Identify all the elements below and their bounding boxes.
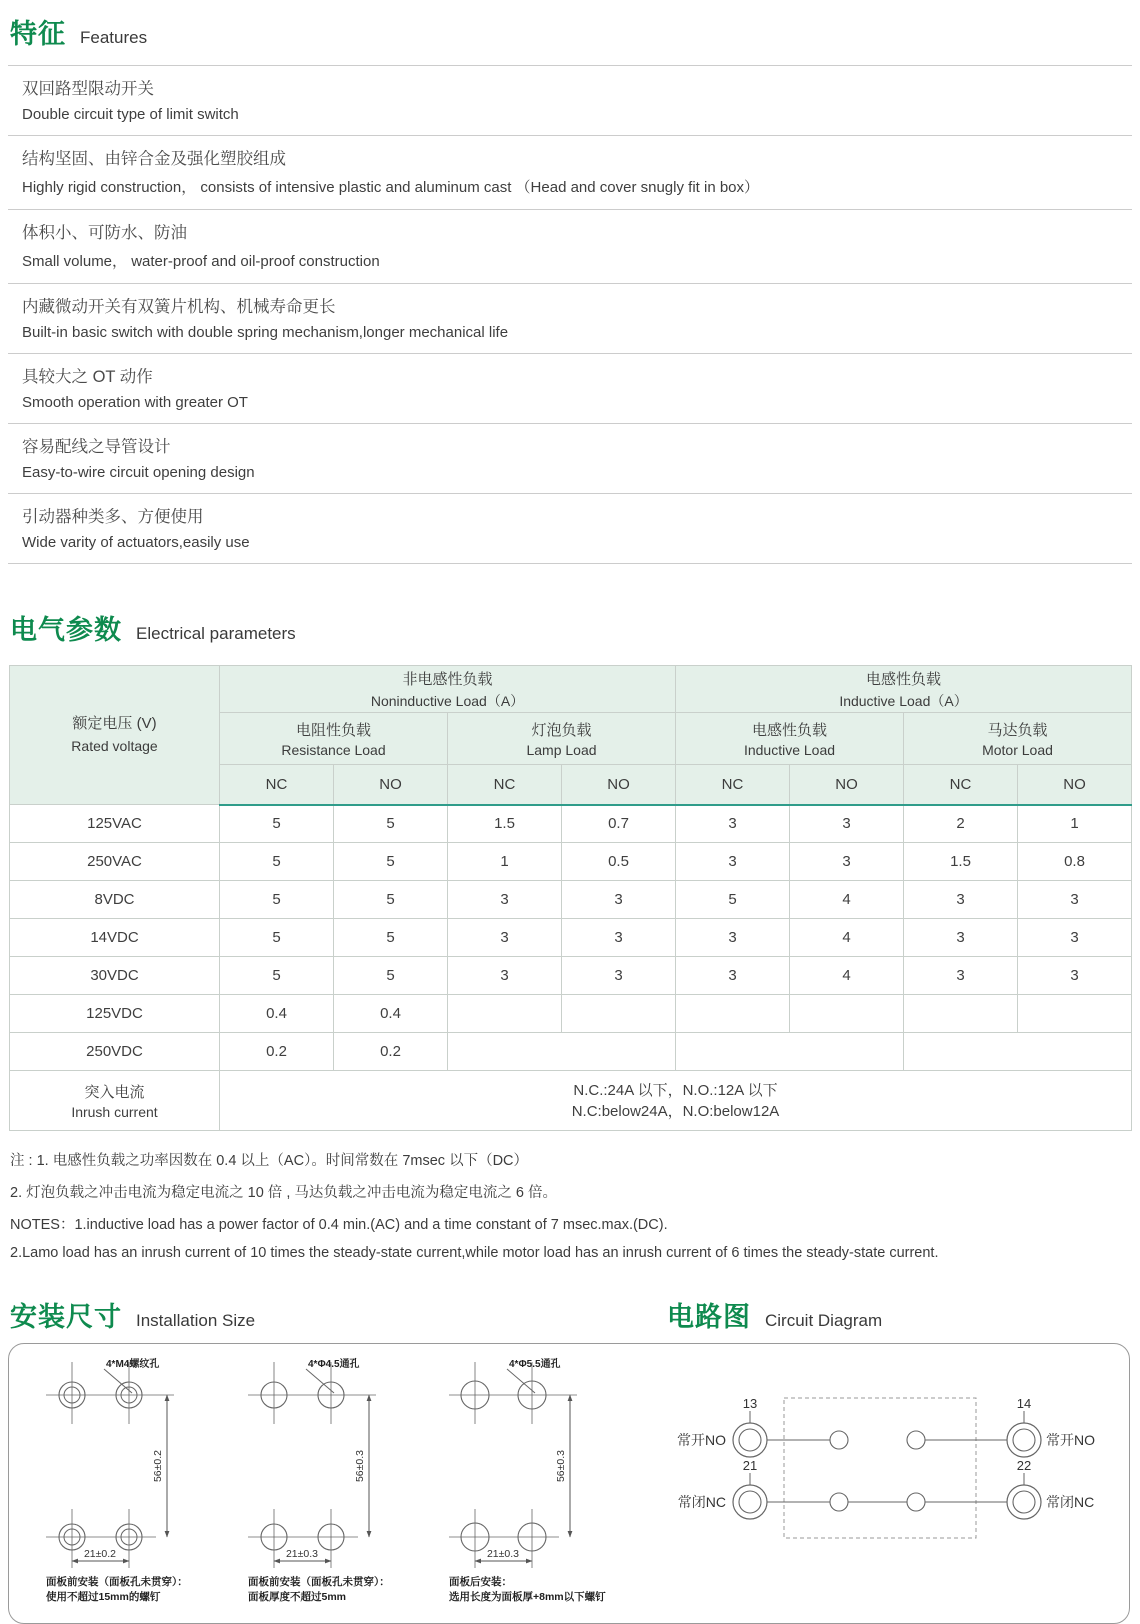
table-cell-empty xyxy=(1018,995,1132,1033)
table-cell: 3 xyxy=(790,843,904,881)
table-cell: 3 xyxy=(676,843,790,881)
terminal-label: 常闭NC xyxy=(1046,1494,1095,1510)
table-row xyxy=(10,1033,1132,1071)
table-cell: 3 xyxy=(1018,881,1132,919)
hole-spec-label: 4*Φ4.5通孔 xyxy=(308,1359,360,1370)
table-cell: 5 xyxy=(334,919,448,957)
notes xyxy=(10,1149,1132,1261)
table-cell: 3 xyxy=(676,919,790,957)
table-cell: 3 xyxy=(562,957,676,995)
row-label: 250VAC xyxy=(10,843,220,881)
contact-point xyxy=(907,1431,925,1449)
table-cell: 3 xyxy=(676,957,790,995)
row-label: 125VDC xyxy=(10,995,220,1033)
electrical-section-title xyxy=(10,608,1132,647)
table-cell-empty xyxy=(448,995,562,1033)
drawing-caption-line1: 面板前安装（面板孔未贯穿）： xyxy=(248,1576,390,1588)
table-cell-empty xyxy=(904,1033,1132,1071)
table-row xyxy=(10,843,1132,881)
contact-point xyxy=(830,1493,848,1511)
table-row xyxy=(10,995,1132,1033)
feature-text-zh: 结构坚固、由锌合金及强化塑胶组成 xyxy=(22,150,286,168)
drawing-caption-line2: 面板厚度不超过5mm xyxy=(248,1591,347,1603)
installation-drawing-5p5 xyxy=(437,1354,652,1612)
table-cell: 3 xyxy=(448,919,562,957)
rated-voltage-zh: 额定电压 (V) xyxy=(72,715,157,733)
row-label: 250VDC xyxy=(10,1033,220,1071)
feature-text-en: Double circuit type of limit switch xyxy=(22,106,239,123)
drawing-caption-line2: 使用不超过15mm的螺钉 xyxy=(46,1591,161,1603)
feature-item xyxy=(8,65,1132,136)
table-row xyxy=(10,957,1132,995)
note-zh-1: 注 : 1. 电感性负载之功率因数在 0.4 以上（AC）。时间常数在 7msec 以下（DC） xyxy=(10,1153,529,1169)
table-cell: 3 xyxy=(1018,919,1132,957)
row-label: 8VDC xyxy=(10,881,220,919)
horizontal-dimension: 21±0.2 xyxy=(83,1548,117,1560)
table-cell: 5 xyxy=(220,881,334,919)
row-label: 125VAC xyxy=(10,805,220,843)
table-cell: 3 xyxy=(904,881,1018,919)
feature-text-en: Highly rigid construction， consists of intensive plastic and aluminum cast （Head and cover snugly fit in box） xyxy=(22,179,760,196)
terminal-22 xyxy=(1007,1485,1041,1519)
circuit-title-zh: 电路图 xyxy=(667,1302,751,1332)
features-title-en: Features xyxy=(80,28,148,47)
table-cell: 5 xyxy=(334,805,448,843)
installation-drawing-4p5 xyxy=(236,1354,451,1612)
features-title-zh: 特征 xyxy=(10,19,66,49)
note-en-1: NOTES：1.inductive load has a power factor of 0.4 min.(AC) and a time constant of 7 msec.max.(DC). xyxy=(10,1217,668,1233)
feature-text-zh: 双回路型限动开关 xyxy=(22,80,154,98)
header-inductive-load: 电感性负载 Inductive Load xyxy=(676,713,904,765)
terminal-label: 常开NO xyxy=(677,1432,726,1448)
table-cell: 0.7 xyxy=(562,805,676,843)
features-section-title xyxy=(10,12,1132,51)
drawing-caption-line1: 面板后安装： xyxy=(449,1576,512,1588)
terminal-number: 21 xyxy=(742,1458,758,1473)
table-cell: 4 xyxy=(790,919,904,957)
feature-text-en: Smooth operation with greater OT xyxy=(22,394,248,411)
hole-spec-label: 4*M4螺纹孔 xyxy=(106,1359,160,1370)
header-no: NO xyxy=(334,765,448,805)
table-cell: 0.5 xyxy=(562,843,676,881)
hole-spec-label: 4*Φ5.5通孔 xyxy=(509,1359,561,1370)
header-nc: NC xyxy=(448,765,562,805)
header-no: NO xyxy=(790,765,904,805)
terminal-label: 常闭NC xyxy=(677,1494,726,1510)
table-cell: 0.4 xyxy=(220,995,334,1033)
feature-text-en: Easy-to-wire circuit opening design xyxy=(22,464,255,481)
feature-text-en: Built-in basic switch with double spring mechanism,longer mechanical life xyxy=(22,324,509,341)
table-cell: 0.4 xyxy=(334,995,448,1033)
table-cell: 5 xyxy=(334,881,448,919)
contact-point xyxy=(830,1431,848,1449)
terminal-14 xyxy=(1007,1423,1041,1457)
electrical-parameters-table xyxy=(9,665,1132,1131)
table-cell: 5 xyxy=(676,881,790,919)
note-en-2: 2.Lamo load has an inrush current of 10 times the steady-state current,while motor load has an inrush current of 6 times the steady-state current. xyxy=(10,1245,939,1261)
header-nc: NC xyxy=(904,765,1018,805)
feature-item xyxy=(8,424,1132,494)
feature-item xyxy=(8,210,1132,284)
terminal-number: 13 xyxy=(742,1396,758,1411)
header-nc: NC xyxy=(676,765,790,805)
table-cell-empty xyxy=(448,1033,676,1071)
table-cell: 4 xyxy=(790,957,904,995)
table-cell: 1 xyxy=(448,843,562,881)
terminal-13 xyxy=(733,1423,767,1457)
installation-section-title xyxy=(10,1295,255,1334)
table-cell: 5 xyxy=(220,805,334,843)
terminal-21 xyxy=(733,1485,767,1519)
horizontal-dimension: 21±0.3 xyxy=(285,1548,319,1560)
contact-point xyxy=(907,1493,925,1511)
header-lamp-load: 灯泡负载 Lamp Load xyxy=(448,713,676,765)
inrush-current-row xyxy=(10,1071,1132,1131)
header-resistance-load: 电阻性负载 Resistance Load xyxy=(220,713,448,765)
table-cell-empty xyxy=(676,995,790,1033)
table-cell-empty xyxy=(790,995,904,1033)
feature-item xyxy=(8,494,1132,564)
row-label: 14VDC xyxy=(10,919,220,957)
feature-text-zh: 容易配线之导管设计 xyxy=(22,438,171,456)
table-cell-empty xyxy=(904,995,1018,1033)
vertical-dimension: 56±0.2 xyxy=(152,1449,164,1483)
header-noninductive-load: 非电感性负载 Noninductive Load（A） xyxy=(220,666,676,713)
header-motor-load: 马达负载 Motor Load xyxy=(904,713,1132,765)
feature-text-zh: 体积小、可防水、防油 xyxy=(22,224,187,242)
table-cell: 3 xyxy=(448,881,562,919)
table-cell: 5 xyxy=(220,919,334,957)
vertical-dimension: 56±0.3 xyxy=(555,1449,567,1483)
table-cell: 0.2 xyxy=(220,1033,334,1071)
feature-text-zh: 引动器种类多、方便使用 xyxy=(22,508,204,526)
table-cell-empty xyxy=(562,995,676,1033)
table-row xyxy=(10,881,1132,919)
table-cell: 3 xyxy=(904,957,1018,995)
drawings-panel xyxy=(8,1343,1130,1624)
header-nc: NC xyxy=(220,765,334,805)
installation-title-en: Installation Size xyxy=(136,1311,256,1330)
table-cell: 1 xyxy=(1018,805,1132,843)
circuit-title-en: Circuit Diagram xyxy=(765,1311,883,1330)
feature-item xyxy=(8,354,1132,424)
table-cell: 1.5 xyxy=(448,805,562,843)
table-cell: 3 xyxy=(676,805,790,843)
header-rated-voltage xyxy=(10,666,220,805)
terminal-number: 14 xyxy=(1016,1396,1032,1411)
bottom-titles-row xyxy=(8,1295,1132,1337)
table-cell: 3 xyxy=(562,881,676,919)
inrush-label: 突入电流 Inrush current xyxy=(10,1071,220,1131)
drawing-caption-line2: 选用长度为面板厚+8mm以下螺钉 xyxy=(449,1591,606,1603)
table-cell: 3 xyxy=(1018,957,1132,995)
electrical-title-en: Electrical parameters xyxy=(136,624,296,643)
table-cell: 3 xyxy=(904,919,1018,957)
table-cell: 0.2 xyxy=(334,1033,448,1071)
header-inductive-load-group: 电感性负载 Inductive Load（A） xyxy=(676,666,1132,713)
feature-item xyxy=(8,284,1132,354)
feature-text-zh: 具较大之 OT 动作 xyxy=(22,368,153,386)
table-cell: 5 xyxy=(334,957,448,995)
vertical-dimension: 56±0.3 xyxy=(354,1449,366,1483)
table-cell: 4 xyxy=(790,881,904,919)
terminal-label: 常开NO xyxy=(1046,1432,1095,1448)
circuit-diagram xyxy=(664,1382,1119,1582)
terminal-number: 22 xyxy=(1016,1458,1032,1473)
circuit-section-title xyxy=(667,1295,882,1334)
electrical-title-zh: 电气参数 xyxy=(10,615,122,645)
table-row xyxy=(10,805,1132,843)
table-cell: 5 xyxy=(220,843,334,881)
table-cell: 3 xyxy=(562,919,676,957)
rated-voltage-en: Rated voltage xyxy=(71,737,158,754)
header-no: NO xyxy=(1018,765,1132,805)
feature-item xyxy=(8,136,1132,210)
table-cell: 3 xyxy=(790,805,904,843)
table-cell-empty xyxy=(676,1033,904,1071)
feature-text-en: Wide varity of actuators,easily use xyxy=(22,534,250,551)
feature-text-zh: 内藏微动开关有双簧片机构、机械寿命更长 xyxy=(22,298,336,316)
table-cell: 0.8 xyxy=(1018,843,1132,881)
drawing-caption-line1: 面板前安装（面板孔未贯穿）： xyxy=(46,1576,188,1588)
header-no: NO xyxy=(562,765,676,805)
installation-drawing-m4 xyxy=(34,1354,249,1612)
table-cell: 3 xyxy=(448,957,562,995)
feature-text-en: Small volume， water-proof and oil-proof construction xyxy=(22,253,380,270)
switch-body-outline xyxy=(784,1398,976,1538)
row-label: 30VDC xyxy=(10,957,220,995)
inrush-value: N.C.:24A 以下，N.O.:12A 以下 N.C:below24A，N.O:below12A xyxy=(220,1071,1132,1131)
features-list xyxy=(8,65,1132,564)
table-cell: 5 xyxy=(334,843,448,881)
table-row xyxy=(10,919,1132,957)
horizontal-dimension: 21±0.3 xyxy=(486,1548,520,1560)
note-zh-2: 2. 灯泡负载之冲击电流为稳定电流之 10 倍 , 马达负载之冲击电流为稳定电流之 6 倍。 xyxy=(10,1185,558,1201)
installation-title-zh: 安装尺寸 xyxy=(10,1302,122,1332)
table-cell: 1.5 xyxy=(904,843,1018,881)
table-cell: 2 xyxy=(904,805,1018,843)
table-cell: 5 xyxy=(220,957,334,995)
